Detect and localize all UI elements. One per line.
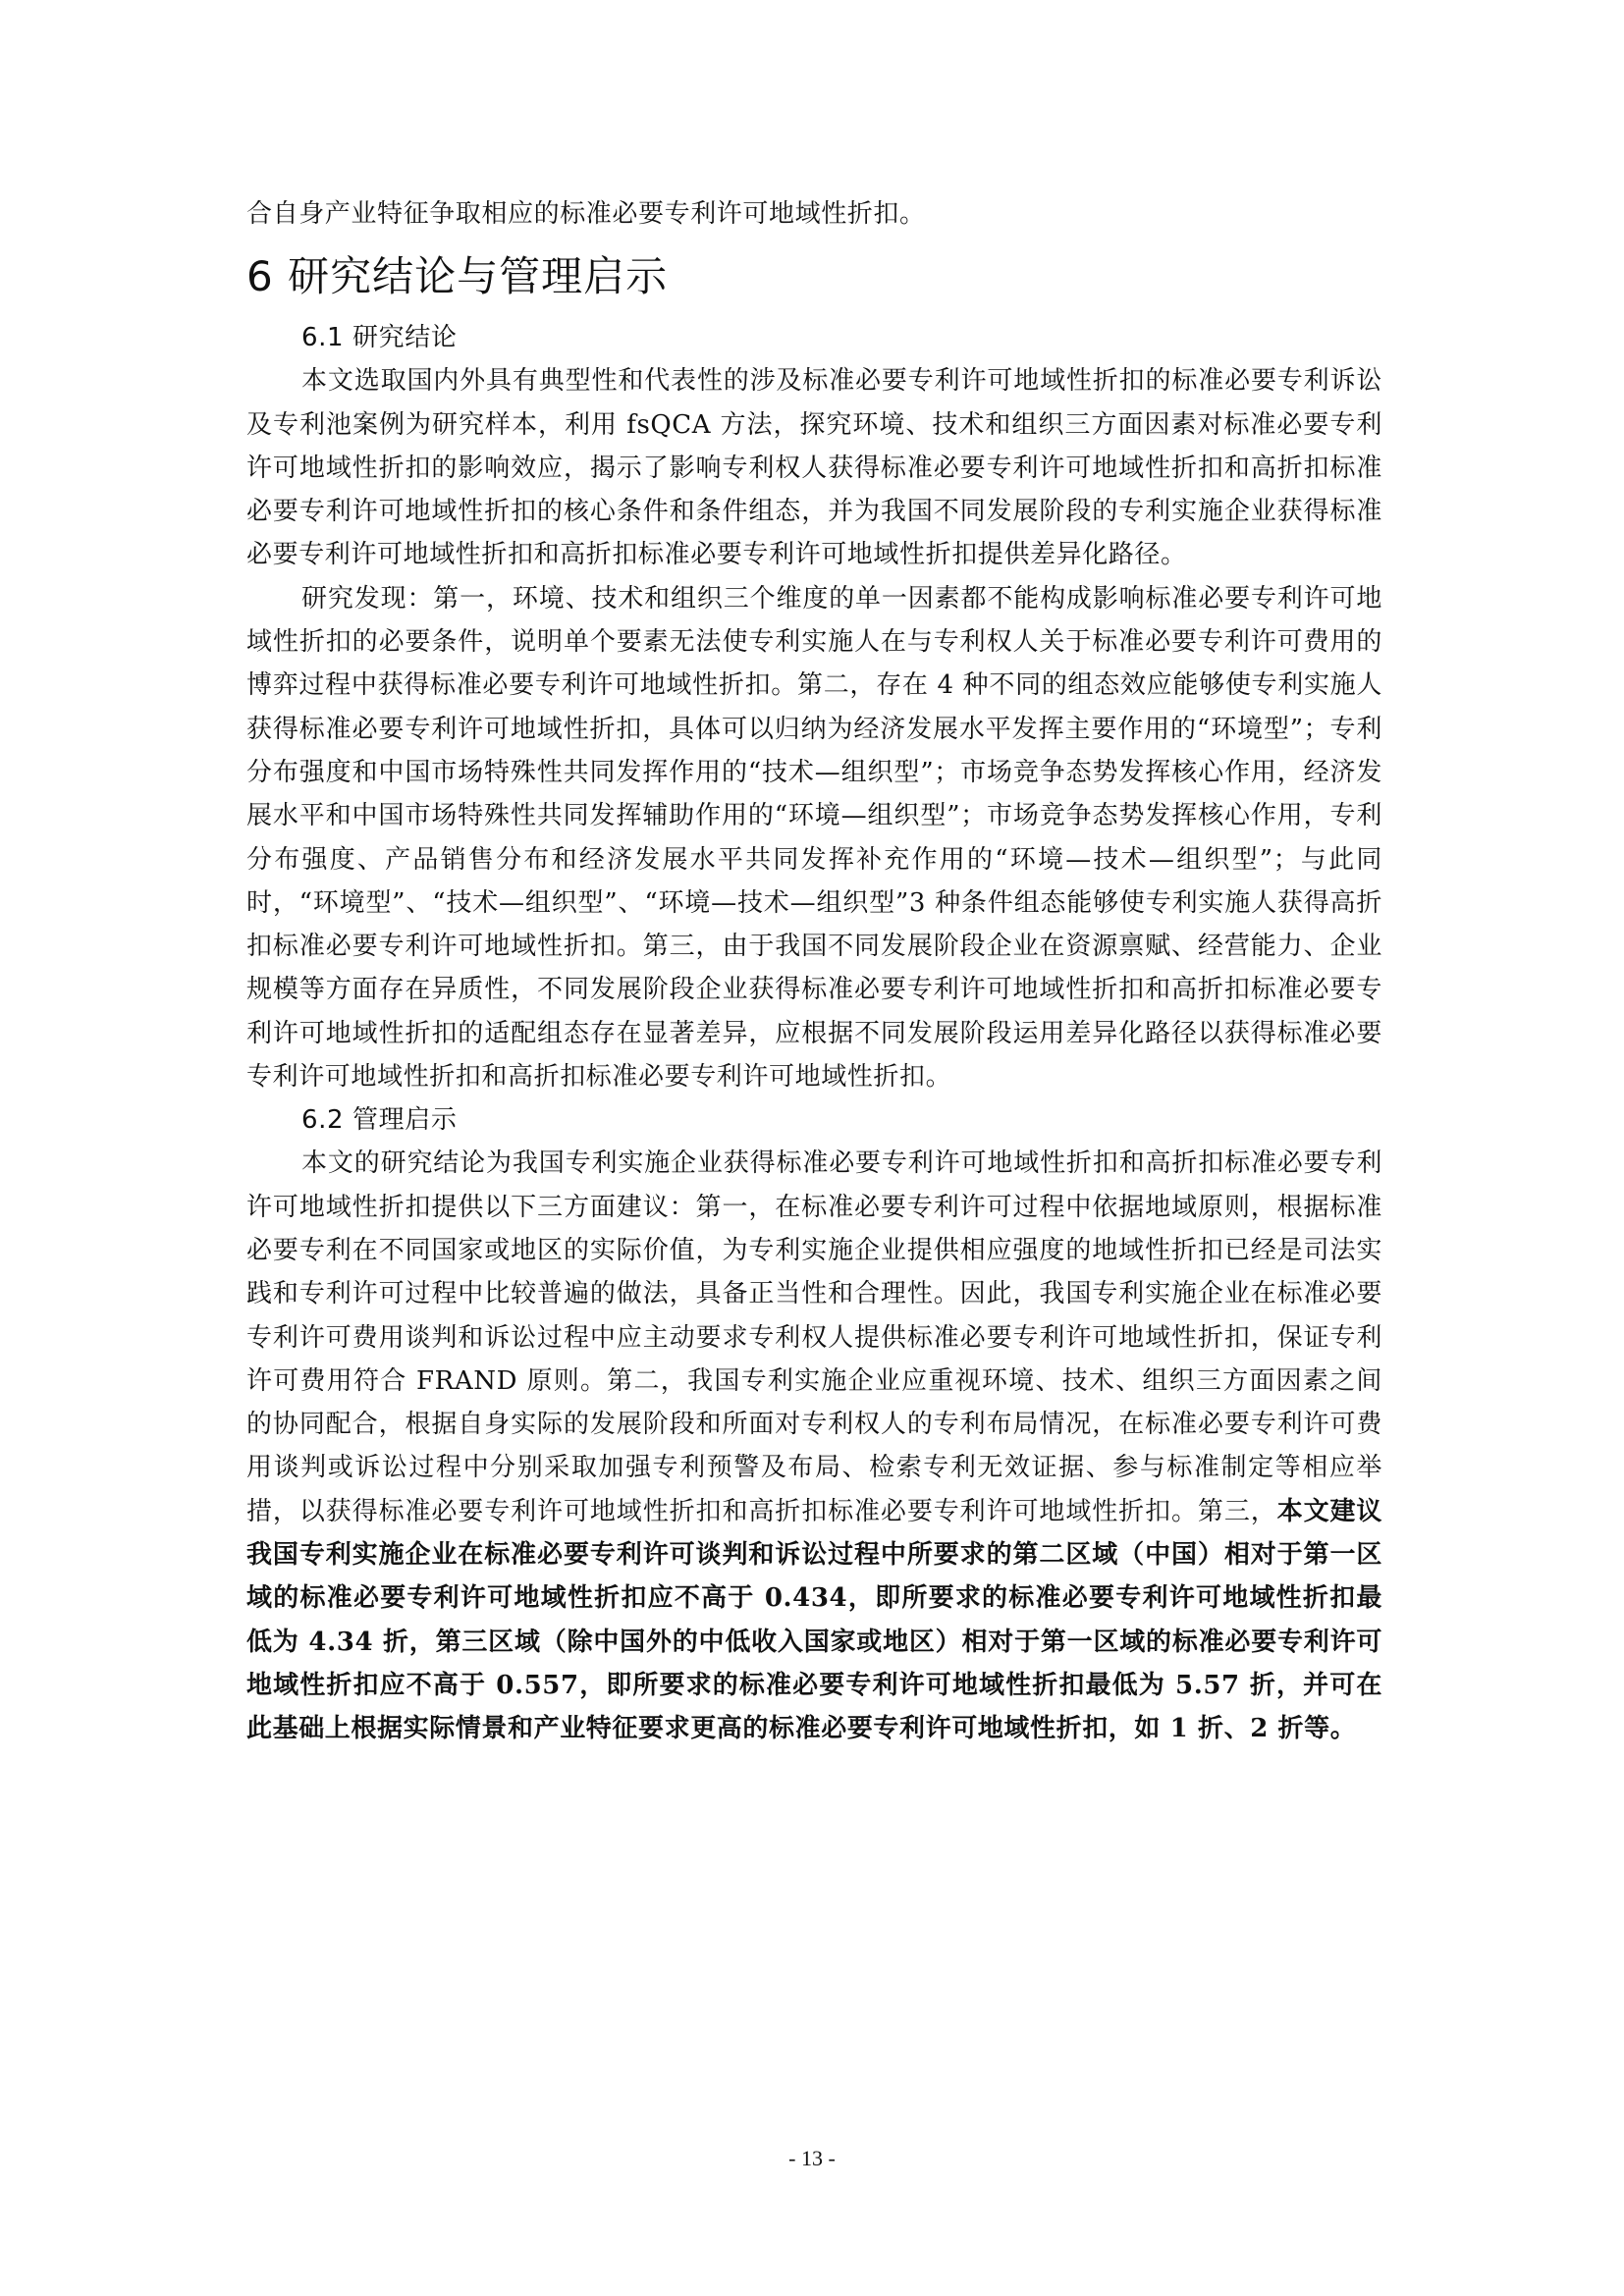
implications-recommendation: 本文建议我国专利实施企业在标准必要专利许可谈判和诉讼过程中所要求的第二区域（中国）相对于第一区域的标准必要专利许可地域性折扣应不高于 0.434，即所要求的标准必要专利许可地域性折扣最低为 4.34 折，第三区域（除中国外的中低收入国家或地区）相对于第一区域的标准必要专利许可地域性折扣应不高于 0.557，即所要求的标准必要专利许可地域性折扣最低为 5.57 折，并可在此基础上根据实际情景和产业特征要求更高的标准必要专利许可地域性折扣，如 1 折、2 折等。 [246,1496,1382,1744]
page-body [246,192,1382,1751]
implications-paragraph [246,1142,1382,1750]
implications-text: 本文的研究结论为我国专利实施企业获得标准必要专利许可地域性折扣和高折扣标准必要专利许可地域性折扣提供以下三方面建议：第一，在标准必要专利许可过程中依据地域原则，根据标准必要专利在不同国家或地区的实际价值，为专利实施企业提供相应强度的地域性折扣已经是司法实践和专利许可过程中比较普遍的做法，具备正当性和合理性。因此，我国专利实施企业在标准必要专利许可费用谈判和诉讼过程中应主动要求专利权人提供标准必要专利许可地域性折扣，保证专利许可费用符合 FRAND 原则。第二，我国专利实施企业应重视环境、技术、组织三方面因素之间的协同配合，根据自身实际的发展阶段和所面对专利权人的专利布局情况，在标准必要专利许可费用谈判或诉讼过程中分别采取加强专利预警及布局、检索专利无效证据、参与标准制定等相应举措，以获得标准必要专利许可地域性折扣和高折扣标准必要专利许可地域性折扣。第三， [246,1148,1382,1526]
subsection-heading-implications: 6.2 管理启示 [301,1105,458,1136]
page-number: - 13 - [788,2146,836,2170]
conclusions-paragraph-1: 本文选取国内外具有典型性和代表性的涉及标准必要专利许可地域性折扣的标准必要专利诉讼及专利池案例为研究样本，利用 fsQCA 方法，探究环境、技术和组织三方面因素对标准必要专利许可地域性折扣的影响效应，揭示了影响专利权人获得标准必要专利许可地域性折扣和高折扣标准必要专利许可地域性折扣的核心条件和条件组态，并为我国不同发展阶段的专利实施企业获得标准必要专利许可地域性折扣和高折扣标准必要专利许可地域性折扣提供差异化路径。 [246,366,1382,570]
conclusions-paragraph-2: 研究发现：第一，环境、技术和组织三个维度的单一因素都不能构成影响标准必要专利许可地域性折扣的必要条件，说明单个要素无法使专利实施人在与专利权人关于标准必要专利许可费用的博弈过程中获得标准必要专利许可地域性折扣。第二，存在 4 种不同的组态效应能够使专利实施人获得标准必要专利许可地域性折扣，具体可以归纳为经济发展水平发挥主要作用的“环境型”；专利分布强度和中国市场特殊性共同发挥作用的“技术—组织型”；市场竞争态势发挥核心作用，经济发展水平和中国市场特殊性共同发挥辅助作用的“环境—组织型”；市场竞争态势发挥核心作用，专利分布强度、产品销售分布和经济发展水平共同发挥补充作用的“环境—技术—组织型”；与此同时，“环境型”、“技术—组织型”、“环境—技术—组织型”3 种条件组态能够使专利实施人获得高折扣标准必要专利许可地域性折扣。第三，由于我国不同发展阶段企业在资源禀赋、经营能力、企业规模等方面存在异质性，不同发展阶段企业获得标准必要专利许可地域性折扣和高折扣标准必要专利许可地域性折扣的适配组态存在显著差异，应根据不同发展阶段运用差异化路径以获得标准必要专利许可地域性折扣和高折扣标准必要专利许可地域性折扣。 [246,583,1382,1093]
continuation-paragraph: 合自身产业特征争取相应的标准必要专利许可地域性折扣。 [246,199,926,229]
subsection-heading-conclusions: 6.1 研究结论 [301,323,458,353]
section-heading: 6 研究结论与管理启示 [246,252,669,301]
